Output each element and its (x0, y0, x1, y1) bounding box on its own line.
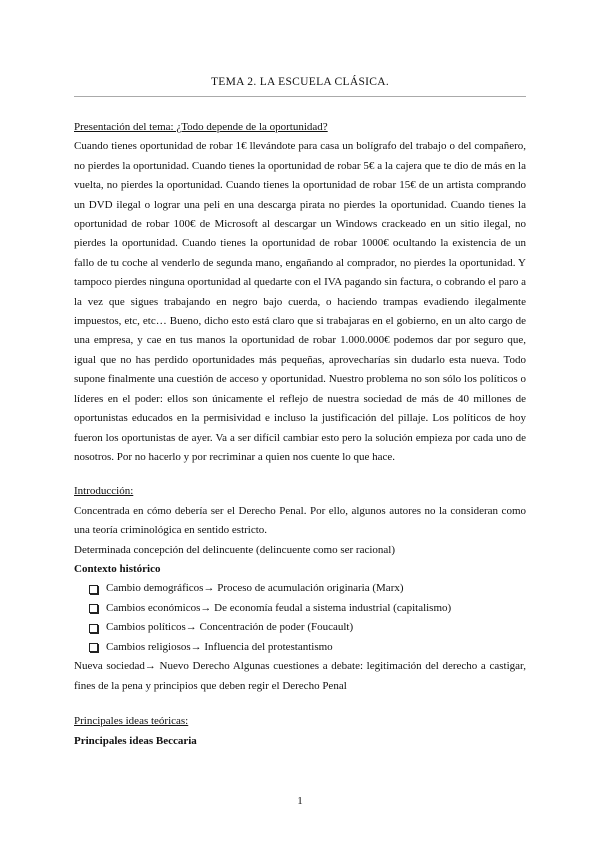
context-list (74, 579, 526, 657)
page-number: 1 (297, 795, 303, 807)
list-item (89, 599, 526, 619)
list-item (89, 638, 526, 658)
spacer (74, 467, 526, 482)
list-item-text: Cambios políticos→ Concentración de poder (Foucault) (106, 621, 354, 634)
checkbox-bullet-icon (89, 624, 98, 633)
list-item (89, 618, 526, 638)
title-divider (74, 96, 526, 97)
ideas-heading: Principales ideas teóricas: (74, 715, 189, 728)
list-item-text: Cambios religiosos→ Influencia del protestantismo (106, 640, 333, 653)
introduction-paragraph-1: Concentrada en cómo debería ser el Derecho Penal. Por ello, algunos autores no la consideran como una teoría criminológica en sentido estricto. (74, 504, 526, 537)
list-item-text: Cambio demográficos→ Proceso de acumulación originaria (Marx) (106, 582, 404, 595)
checkbox-bullet-icon (89, 585, 98, 594)
spacer (74, 696, 526, 712)
ideas-subheading: Principales ideas Beccaria (74, 734, 197, 747)
presentation-body: Cuando tienes oportunidad de robar 1€ llevándote para casa un bolígrafo del trabajo o del compañero, no pierdes la oportunidad. Cuando tienes la oportunidad de robar 5€ a la cajera que te dio de más en la vuelta, no pierdes la oportunidad. Cuando tienes la oportunidad de robar 15€ de un artista comprando un DVD ilegal o lograr una peli en una descarga pirata no pierdes la oportunidad. Cuando tienes la oportunidad de robar 100€ de Microsoft al descargar un Windows crackeado en un sitio ilegal, no pierdes la oportunidad. Cuando tienes la oportunidad de robar 1000€ ocultando la existencia de un fallo de tu coche al venderlo de segunda mano, engañando al comprador, no pierdes la oportunidad. Y tampoco pierdes ninguna oportunidad al quedarte con el IVA pagando sin factura, o cobrando el paro a la vez que sigues trabajando en negro bajo cuerda, o haciendo trampas evadiendo ilegalmente impuestos, etc, etc… Bueno, dicho esto está claro que si trabajaras en el gobierno, en un alto cargo de una empresa, y cae en tus manos la oportunidad de robar 1.000.000€ podemos dar por seguro que, igual que no has perdido oportunidades más pequeñas, aprovecharías sin dudarlo esta nueva. Todo supone finalmente una cuestión de acceso y oportunidad. Nuestro problema no son sólo los políticos o líderes en el poder: ellos son únicamente el reflejo de nuestra sociedad de más de 40 millones de oportunistas educados en la permisividad e incluso la justificación del pillaje. Los políticos de hoy fueron los oportunistas de ayer. Va a ser difícil cambiar esto pero la solución empieza por cada uno de nosotros. Por no hacerlo y por recriminar a quien nos cuente lo que hace. (74, 140, 526, 463)
list-item-text: Cambios económicos→ De economía feudal a sistema industrial (capitalismo) (106, 601, 452, 614)
introduction-heading: Introducción: (74, 485, 134, 498)
document-title: TEMA 2. LA ESCUELA CLÁSICA. (210, 76, 390, 88)
introduction-paragraph-2: Determinada concepción del delincuente (delincuente como ser racional) (74, 543, 395, 556)
presentation-heading: Presentación del tema: ¿Todo depende de la oportunidad? (74, 121, 328, 133)
context-heading: Contexto histórico (74, 562, 161, 575)
checkbox-bullet-icon (89, 643, 98, 652)
list-item (89, 579, 526, 599)
checkbox-bullet-icon (89, 604, 98, 613)
introduction-paragraph-3: Nueva sociedad→ Nuevo Derecho Algunas cuestiones a debate: legitimación del derecho a castigar, fines de la pena y principios que deben regir el Derecho Penal (74, 660, 526, 692)
document-body (74, 118, 526, 751)
